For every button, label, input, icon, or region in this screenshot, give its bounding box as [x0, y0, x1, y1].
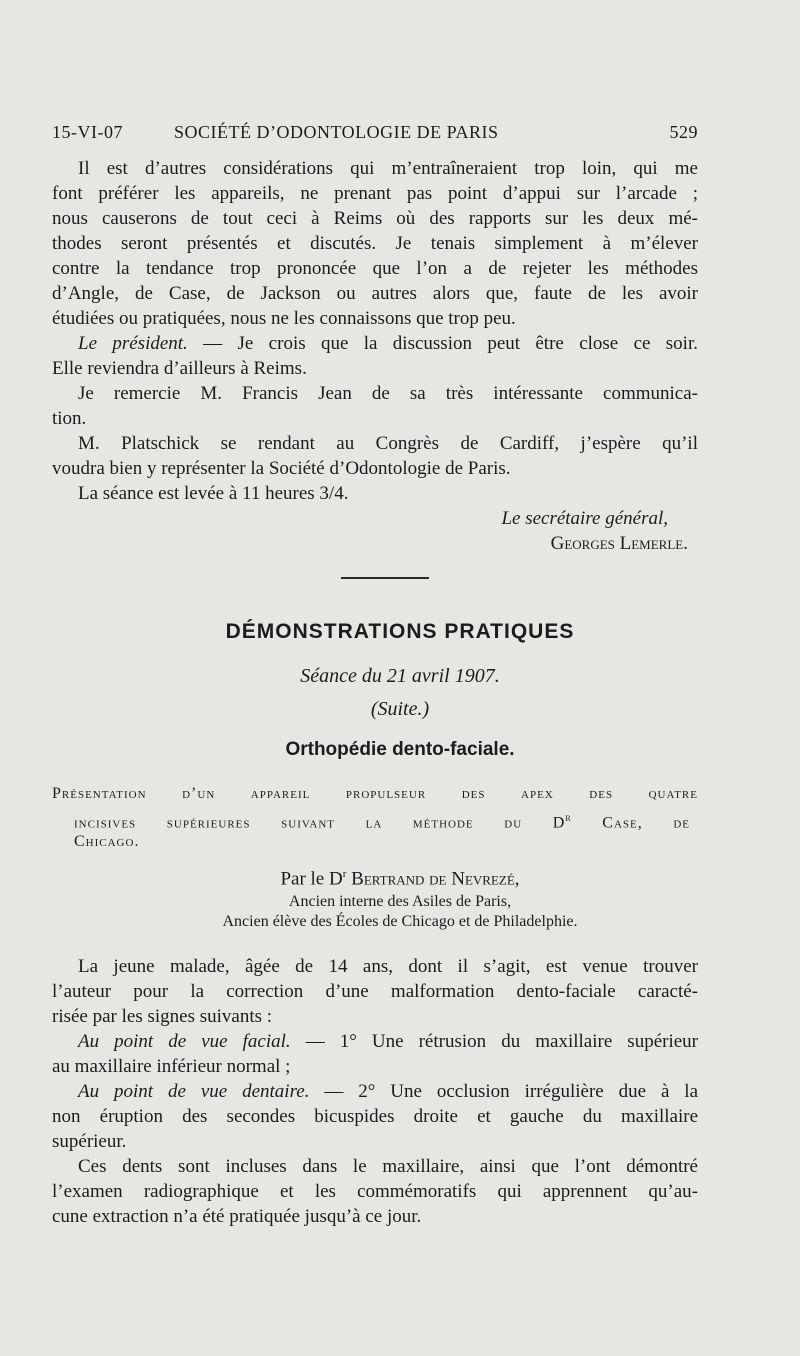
secretary-title: Le secrétaire général,	[501, 508, 668, 529]
president-text: — Je crois que la discussion peut être close ce soir.	[187, 333, 698, 354]
author-line	[0, 862, 800, 891]
presentation-title-line: Présentation d’un appareil propulseur des apex des quatre	[52, 785, 698, 802]
session-date: Séance du 21 avril 1907.	[300, 665, 500, 687]
facial-line	[78, 1030, 698, 1054]
paragraph-line: l’auteur pour la correction d’une malformation dento-faciale caracté-	[52, 981, 698, 1002]
continued-note: (Suite.)	[370, 698, 430, 720]
paragraph-line: La jeune malade, âgée de 14 ans, dont il s’agit, est venue trouver	[78, 956, 698, 977]
paragraph-line: supérieur.	[52, 1131, 127, 1152]
presentation-title-line: Chicago.	[74, 833, 140, 850]
paragraph-line: Elle reviendra d’ailleurs à Reims.	[52, 358, 307, 379]
presentation-text: Case, de	[571, 814, 690, 832]
closing-line: La séance est levée à 11 heures 3/4.	[78, 483, 349, 504]
paragraph-line: voudra bien y représenter la Société d’Odontologie de Paris.	[52, 458, 511, 479]
paragraph-line: non éruption des secondes bicuspides droite et gauche du maxillaire	[52, 1106, 698, 1127]
author-prefix: Par le D	[280, 868, 343, 890]
secretary-name: Georges Lemerle.	[550, 533, 688, 554]
dental-line	[78, 1080, 698, 1104]
president-line	[78, 332, 698, 356]
paragraph-line: Il est d’autres considérations qui m’entraîneraient trop loin, qui me	[78, 158, 698, 179]
dental-label: Au point de vue dentaire.	[78, 1081, 310, 1102]
page-number: 529	[669, 122, 698, 142]
affiliation-line: Ancien élève des Écoles de Chicago et de Philadelphie.	[222, 913, 578, 930]
president-label: Le président.	[78, 333, 188, 354]
running-header	[52, 120, 698, 144]
dental-text: — 2° Une occlusion irrégulière due à la	[309, 1081, 699, 1102]
paragraph-line: cune extraction n’a été pratiquée jusqu’à ce jour.	[52, 1206, 422, 1227]
author-name: Bertrand de Nevrezé,	[346, 868, 520, 890]
superscript: r	[342, 868, 347, 880]
paragraph-line: au maxillaire inférieur normal ;	[52, 1056, 291, 1077]
paragraph-line: M. Platschick se rendant au Congrès de Cardiff, j’espère qu’il	[78, 433, 698, 454]
paragraph-line: thodes seront présentés et discutés. Je tenais simplement à m’élever	[52, 233, 698, 254]
superscript: r	[565, 812, 572, 824]
section-title: DÉMONSTRATIONS PRATIQUES	[225, 620, 575, 643]
section-divider	[341, 577, 429, 579]
paragraph-line: Ces dents sont incluses dans le maxillaire, ainsi que l’ont démontré	[78, 1156, 698, 1177]
paragraph-line: risée par les signes suivants :	[52, 1006, 273, 1027]
paragraph-line: font préférer les appareils, ne prenant pas point d’appui sur l’arcade ;	[52, 183, 698, 204]
presentation-text: incisives supérieures suivant la méthode du D	[74, 814, 566, 832]
paragraph-line: tion.	[52, 408, 87, 429]
affiliation-line: Ancien interne des Asiles de Paris,	[288, 893, 512, 910]
paragraph-line: étudiées ou pratiquées, nous ne les connaissons que trop peu.	[52, 308, 516, 329]
paragraph-line: contre la tendance trop prononcée que l’on a de rejeter les méthodes	[52, 258, 698, 279]
section-subtitle: Orthopédie dento-faciale.	[285, 739, 515, 760]
header-date: 15-VI-07	[52, 122, 123, 142]
header-title: SOCIÉTÉ D’ODONTOLOGIE DE PARIS	[174, 122, 499, 142]
paragraph-line: l’examen radiographique et les commémoratifs qui apprennent qu’au-	[52, 1181, 698, 1202]
paragraph-line: Je remercie M. Francis Jean de sa très intéressante communica-	[78, 383, 698, 404]
facial-label: Au point de vue facial.	[78, 1031, 291, 1052]
paragraph-line: nous causerons de tout ceci à Reims où des rapports sur les deux mé-	[52, 208, 698, 229]
paragraph-line: d’Angle, de Case, de Jackson ou autres alors que, faute de les avoir	[52, 283, 698, 304]
facial-text: — 1° Une rétrusion du maxillaire supérieur	[290, 1031, 698, 1052]
